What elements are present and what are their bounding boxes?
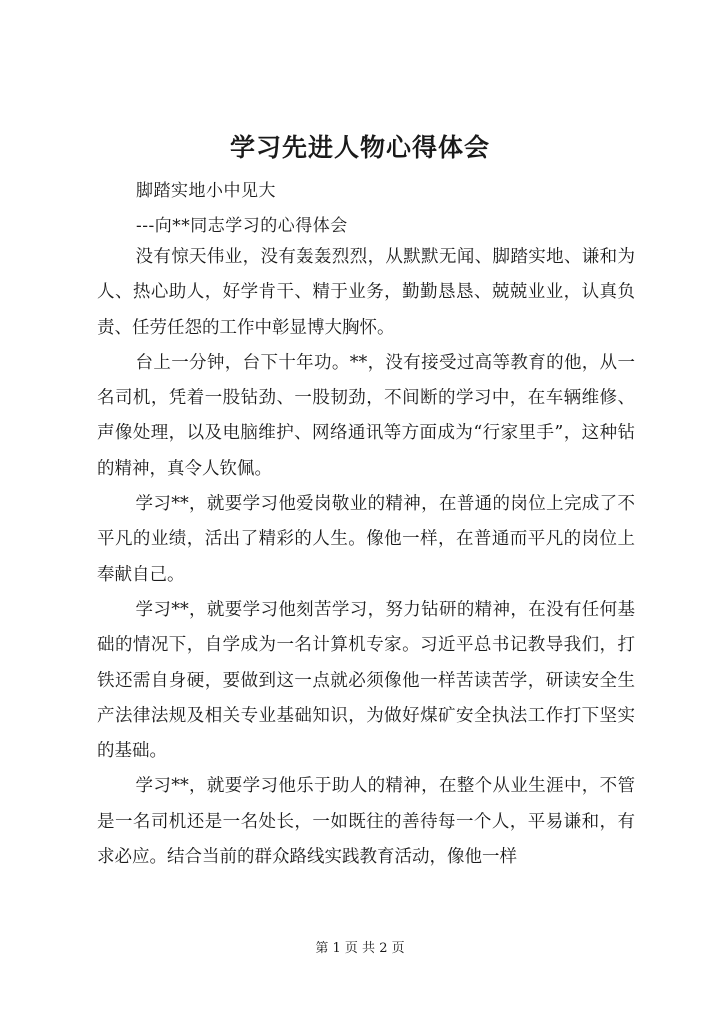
document-body	[97, 240, 635, 875]
document-subtitle-dedication: ---向**同志学习的心得体会	[136, 216, 348, 236]
paragraph: 没有惊天伟业，没有轰轰烈烈，从默默无闻、脚踏实地、谦和为人、热心助人，好学肯干、精于业务，勤勤恳恳、兢兢业业，认真负责、任劳任怨的工作中彰显博大胸怀。	[97, 247, 635, 338]
document-title: 学习先进人物心得体会	[229, 133, 490, 162]
paragraph: 台上一分钟，台下十年功。**，没有接受过高等教育的他，从一名司机，凭着一股钻劲、一股韧劲，不间断的学习中，在车辆维修、声像处理，以及电脑维护、网络通讯等方面成为“行家里手”，这种钻的精神，真令人钦佩。	[97, 352, 635, 479]
page-footer: 第 1 页 共 2 页	[315, 941, 405, 956]
paragraph: 学习**，就要学习他乐于助人的精神，在整个从业生涯中，不管是一名司机还是一名处长，一如既往的善待每一个人，平易谦和，有求必应。结合当前的群众路线实践教育活动，像他一样	[97, 776, 635, 868]
paragraph: 学习**，就要学习他刻苦学习，努力钻研的精神，在没有任何基础的情况下，自学成为一名计算机专家。习近平总书记教导我们，打铁还需自身硬，要做到这一点就必须像他一样苦读苦学，研读安全生产法律法规及相关专业基础知识，为做好煤矿安全执法工作打下坚实的基础。	[97, 599, 635, 762]
paragraph: 学习**，就要学习他爱岗敬业的精神，在普通的岗位上完成了不平凡的业绩，活出了精彩的人生。像他一样，在普通而平凡的岗位上奉献自己。	[97, 494, 635, 585]
document-subtitle: 脚踏实地小中见大	[136, 181, 276, 201]
